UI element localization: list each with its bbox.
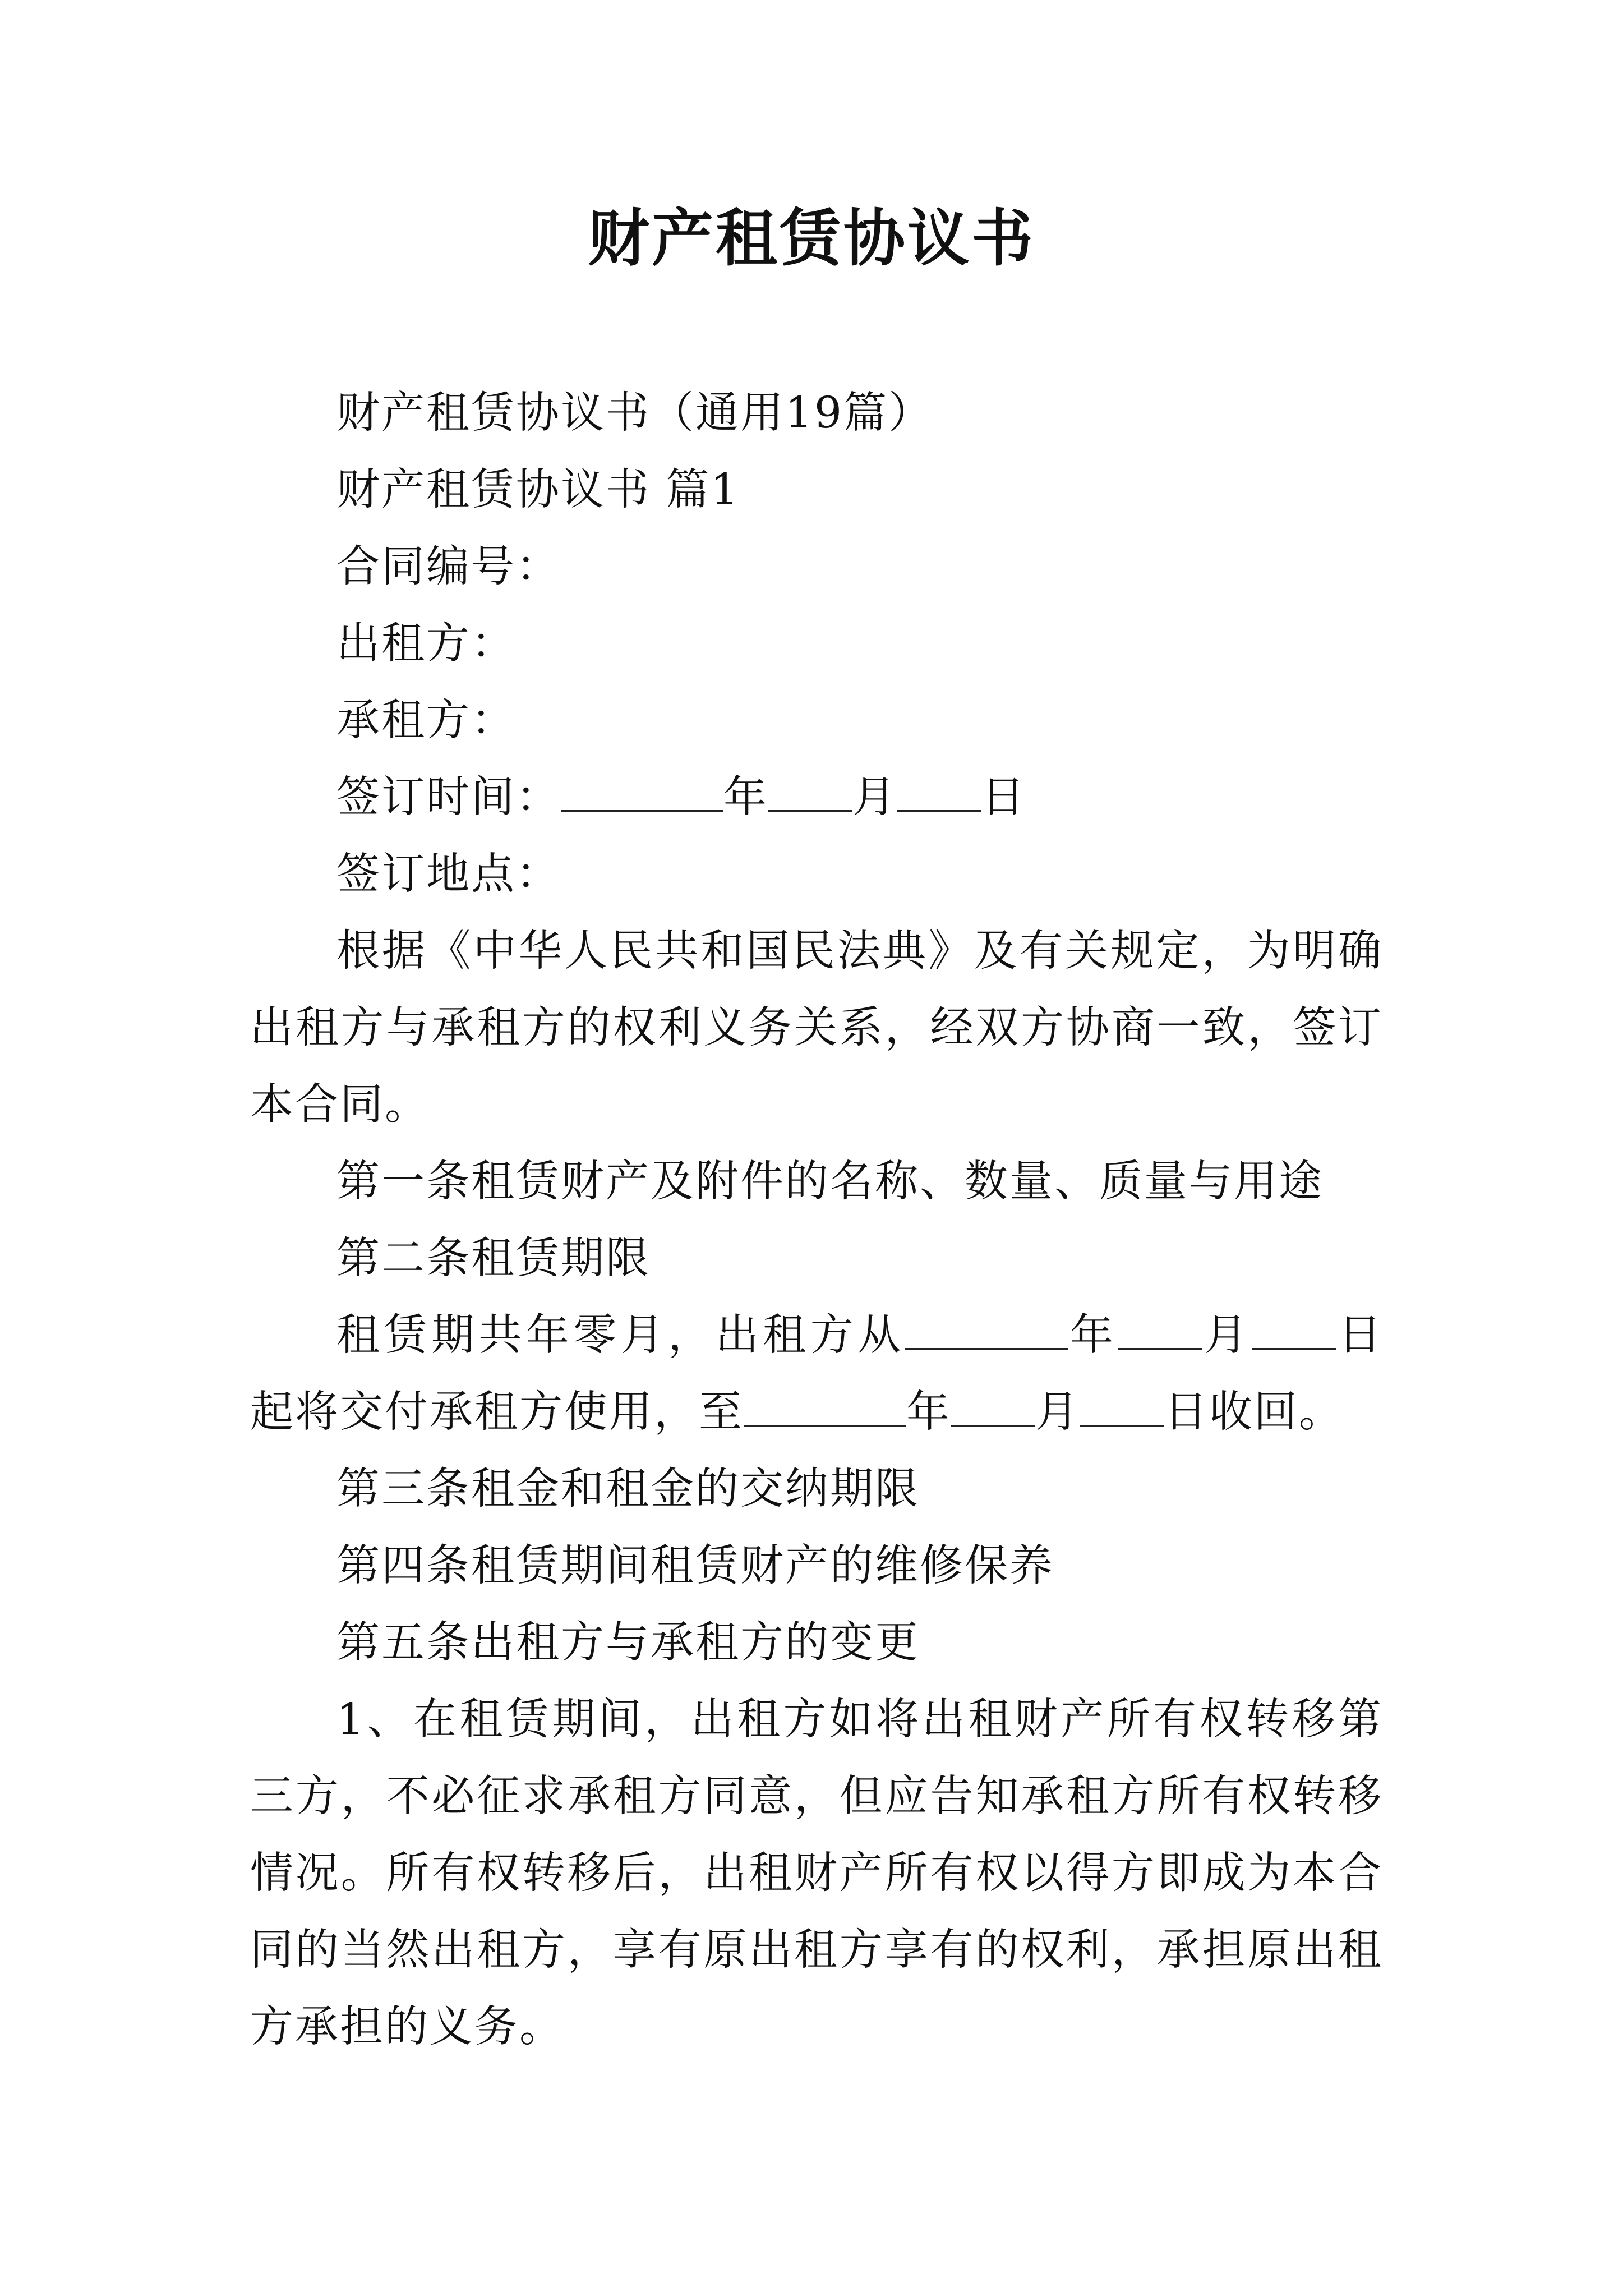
year-blank [561,776,723,812]
month-label: 月 [852,772,897,822]
sign-time-line [250,759,1383,836]
end-month-blank [951,1391,1035,1427]
article-4: 第四条租赁期间租赁财产的维修保养 [336,1541,1054,1591]
end-day-blank [1080,1391,1164,1427]
article-3: 第三条租金和租金的交纳期限 [336,1464,920,1514]
article-2-text [250,1297,1383,1451]
sign-place-line: 签订地点： [336,849,561,899]
start-year-label: 年 [1067,1310,1118,1360]
start-month-label: 月 [1201,1310,1252,1360]
contract-number: 合同编号： [336,542,561,592]
lessee-line: 承租方： [336,696,516,746]
handover-text: 日起将交付承租方使用，至 [250,1310,1384,1437]
intro-paragraph: 根据《中华人民共和国民法典》及有关规定，为明确出租方与承租方的权利义务关系，经双方协商一致，签订本合同。 [250,926,1383,1130]
part-heading: 财产租赁协议书 篇1 [336,465,740,515]
end-year-label: 年 [906,1387,951,1437]
end-month-label: 月 [1035,1387,1080,1437]
lessor-line: 出租方： [336,619,516,669]
start-day-blank [1252,1314,1336,1350]
year-label: 年 [723,772,768,822]
month-blank [768,776,852,812]
document-body [250,375,1383,2065]
article-5: 第五条出租方与承租方的变更 [336,1618,920,1668]
start-year-blank [905,1314,1068,1350]
day-label: 日 [981,772,1026,822]
article-1: 第一条租赁财产及附件的名称、数量、质量与用途 [336,1157,1324,1207]
day-blank [897,776,981,812]
return-text: 日收回。 [1164,1387,1344,1437]
lease-term-text: 租赁期共年零月，出租方从 [336,1310,905,1360]
clause-1: 1、在租赁期间，出租方如将出租财产所有权转移第三方，不必征求承租方同意，但应告知承租方所有权转移情况。所有权转移后，出租财产所有权以得方即成为本合同的当然出租方，享有原出租方享有的权利，承担原出租方承担的义务。 [250,1695,1383,2052]
start-month-blank [1118,1314,1202,1350]
subtitle: 财产租赁协议书（通用19篇） [336,388,933,438]
sign-time-label: 签订时间： [336,772,561,822]
document-title: 财产租赁协议书 [588,202,1035,274]
article-2: 第二条租赁期限 [336,1234,651,1283]
end-year-blank [744,1391,906,1427]
